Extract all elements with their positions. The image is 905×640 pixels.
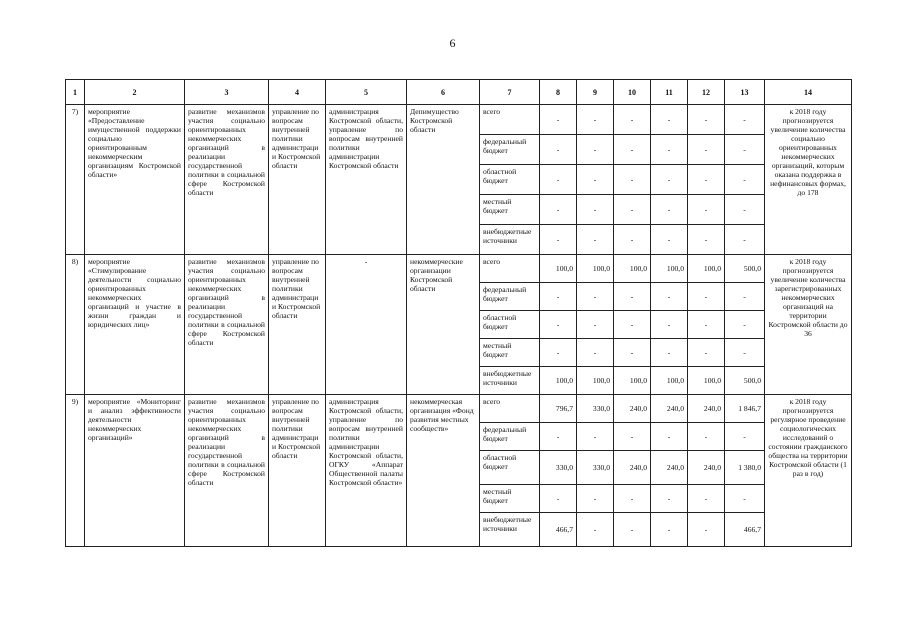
executor-cell: администрация Костромской области, управление по вопросам внутренней политики администрации Костромской области [326, 105, 407, 255]
value-cell: - [577, 225, 614, 255]
value-cell: - [614, 283, 651, 311]
source-name: федеральный бюджет [480, 135, 540, 165]
source-name: всего [480, 255, 540, 283]
value-cell: - [540, 195, 577, 225]
value-cell: - [540, 165, 577, 195]
value-cell: - [688, 311, 725, 339]
value-cell: - [725, 195, 765, 225]
value-cell: - [614, 339, 651, 367]
source-name: федеральный бюджет [480, 423, 540, 451]
value-cell: - [725, 339, 765, 367]
value-cell: - [651, 283, 688, 311]
value-cell: 100,0 [540, 255, 577, 283]
value-cell: - [577, 165, 614, 195]
value-cell: - [577, 135, 614, 165]
value-cell: 796,7 [540, 395, 577, 423]
value-cell: - [577, 311, 614, 339]
value-cell: - [540, 283, 577, 311]
value-cell: - [540, 311, 577, 339]
result-cell: к 2018 году прогнозируется регулярное проведение социологических исследований о состоянии гражданского общества на территории Костромской области (1 раз в год) [765, 395, 852, 547]
value-cell: 100,0 [651, 367, 688, 395]
col-header: 6 [407, 80, 480, 105]
participant-cell: Депимущество Костромской области [407, 105, 480, 255]
col-header: 4 [269, 80, 326, 105]
source-name: местный бюджет [480, 195, 540, 225]
col-header: 5 [326, 80, 407, 105]
value-cell: - [614, 135, 651, 165]
value-cell: 240,0 [688, 395, 725, 423]
goal-cell: развитие механизмов участия социально ориентированных некоммерческих организаций в реализации государственной политики в социальной сфере Костромской области [185, 105, 269, 255]
value-cell: - [725, 165, 765, 195]
value-cell: - [651, 423, 688, 451]
value-cell: - [725, 485, 765, 513]
value-cell: - [577, 105, 614, 135]
value-cell: - [614, 485, 651, 513]
col-header: 10 [614, 80, 651, 105]
goal-cell: развитие механизмов участия социально ориентированных некоммерческих организаций в реализации государственной политики в социальной сфере Костромской области [185, 255, 269, 395]
value-cell: - [577, 513, 614, 547]
value-cell: - [651, 485, 688, 513]
col-header: 1 [66, 80, 85, 105]
value-cell: - [651, 195, 688, 225]
value-cell: 330,0 [577, 451, 614, 485]
row-number: 7) [66, 105, 85, 255]
value-cell: - [540, 225, 577, 255]
value-cell: 100,0 [540, 367, 577, 395]
source-name: всего [480, 395, 540, 423]
source-name: внебюджетные источники [480, 513, 540, 547]
value-cell: 100,0 [688, 367, 725, 395]
col-header: 3 [185, 80, 269, 105]
table-row [66, 105, 852, 135]
col-header: 14 [765, 80, 852, 105]
table-row [66, 255, 852, 283]
source-name: внебюджетные источники [480, 367, 540, 395]
page-number: 6 [449, 36, 456, 50]
executor-cell: администрация Костромской области, управление по вопросам внутренней политики администрации Костромской области, ОГКУ «Аппарат Общественной палаты Костромской области» [326, 395, 407, 547]
value-cell: 240,0 [651, 395, 688, 423]
source-name: всего [480, 105, 540, 135]
value-cell: 100,0 [614, 255, 651, 283]
value-cell: - [540, 485, 577, 513]
result-cell: к 2018 году прогнозируется увеличение количества социально ориентированных некоммерческих организаций, которым оказана поддержка в нефинансовых формах, до 178 [765, 105, 852, 255]
value-cell: 1 846,7 [725, 395, 765, 423]
value-cell: - [725, 283, 765, 311]
value-cell: 466,7 [725, 513, 765, 547]
value-cell: 466,7 [540, 513, 577, 547]
value-cell: - [614, 423, 651, 451]
row-number: 9) [66, 395, 85, 547]
table-row [66, 395, 852, 423]
program-table [65, 79, 852, 547]
value-cell: - [577, 423, 614, 451]
value-cell: 240,0 [614, 451, 651, 485]
measure-cell: мероприятие «Мониторинг и анализ эффективности деятельности некоммерческих организаций» [85, 395, 185, 547]
value-cell: - [688, 485, 725, 513]
value-cell: - [688, 225, 725, 255]
value-cell: 240,0 [614, 395, 651, 423]
col-header: 11 [651, 80, 688, 105]
value-cell: - [651, 135, 688, 165]
measure-cell: мероприятие «Предоставление имущественной поддержки социально ориентированным некоммерческим организациям Костромской области» [85, 105, 185, 255]
value-cell: 330,0 [540, 451, 577, 485]
executor-cell: - [326, 255, 407, 395]
value-cell: - [577, 485, 614, 513]
value-cell: - [540, 135, 577, 165]
goal-cell: развитие механизмов участия социально ориентированных некоммерческих организаций в реализации государственной политики в социальной сфере Костромской области [185, 395, 269, 547]
col-header: 8 [540, 80, 577, 105]
value-cell: 100,0 [577, 255, 614, 283]
value-cell: - [688, 283, 725, 311]
value-cell: 1 380,0 [725, 451, 765, 485]
value-cell: - [540, 423, 577, 451]
value-cell: - [688, 195, 725, 225]
value-cell: - [688, 105, 725, 135]
value-cell: - [688, 339, 725, 367]
col-header: 13 [725, 80, 765, 105]
value-cell: 100,0 [577, 367, 614, 395]
source-name: местный бюджет [480, 485, 540, 513]
participant-cell: некоммерческие организации Костромской области [407, 255, 480, 395]
value-cell: 100,0 [688, 255, 725, 283]
value-cell: - [725, 423, 765, 451]
value-cell: - [651, 339, 688, 367]
value-cell: - [651, 165, 688, 195]
value-cell: 100,0 [651, 255, 688, 283]
value-cell: - [725, 135, 765, 165]
col-header: 2 [85, 80, 185, 105]
value-cell: - [577, 339, 614, 367]
col-header: 9 [577, 80, 614, 105]
source-name: местный бюджет [480, 339, 540, 367]
header-row [66, 80, 852, 105]
value-cell: - [688, 165, 725, 195]
value-cell: - [651, 105, 688, 135]
value-cell: - [651, 513, 688, 547]
value-cell: - [725, 225, 765, 255]
value-cell: - [540, 105, 577, 135]
source-name: областной бюджет [480, 451, 540, 485]
source-name: федеральный бюджет [480, 283, 540, 311]
value-cell: - [725, 311, 765, 339]
value-cell: - [577, 283, 614, 311]
value-cell: - [614, 225, 651, 255]
value-cell: 240,0 [688, 451, 725, 485]
value-cell: 500,0 [725, 367, 765, 395]
value-cell: - [651, 225, 688, 255]
value-cell: - [651, 311, 688, 339]
value-cell: 240,0 [651, 451, 688, 485]
row-number: 8) [66, 255, 85, 395]
result-cell: к 2018 году прогнозируется увеличение количества зарегистрированных некоммерческих организаций на территории Костромской области до 36 [765, 255, 852, 395]
value-cell: - [614, 195, 651, 225]
participant-cell: некоммерческая организация «Фонд развития местных сообществ» [407, 395, 480, 547]
value-cell: - [688, 423, 725, 451]
value-cell: 330,0 [577, 395, 614, 423]
col-header: 7 [480, 80, 540, 105]
coordinator-cell: управление по вопросам внутренней политики администрации Костромской области [269, 395, 326, 547]
measure-cell: мероприятие «Стимулирование деятельности социально ориентированных некоммерческих организаций и участие в жизни граждан и юридических лиц» [85, 255, 185, 395]
source-name: внебюджетные источники [480, 225, 540, 255]
value-cell: - [688, 135, 725, 165]
value-cell: - [688, 513, 725, 547]
value-cell: - [577, 195, 614, 225]
value-cell: - [614, 513, 651, 547]
col-header: 12 [688, 80, 725, 105]
value-cell: - [540, 339, 577, 367]
source-name: областной бюджет [480, 311, 540, 339]
source-name: областной бюджет [480, 165, 540, 195]
value-cell: - [614, 165, 651, 195]
value-cell: 100,0 [614, 367, 651, 395]
coordinator-cell: управление по вопросам внутренней политики администрации Костромской области [269, 255, 326, 395]
value-cell: - [614, 105, 651, 135]
value-cell: - [614, 311, 651, 339]
value-cell: 500,0 [725, 255, 765, 283]
coordinator-cell: управление по вопросам внутренней политики администрации Костромской области [269, 105, 326, 255]
value-cell: - [725, 105, 765, 135]
